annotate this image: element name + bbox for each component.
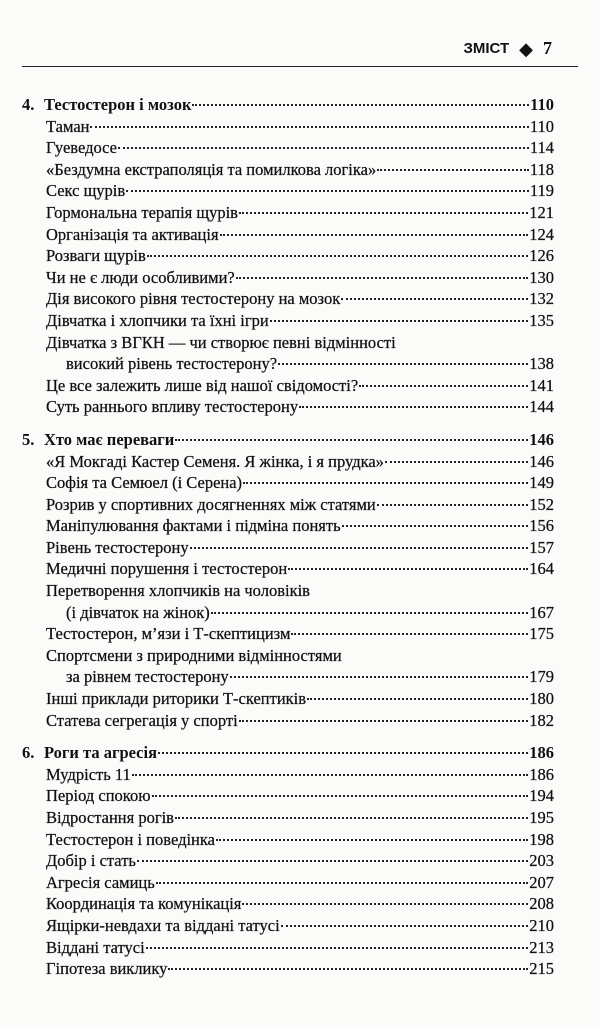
page-ref: 132 (529, 289, 554, 309)
page-ref: 210 (529, 915, 554, 935)
dot-leader (192, 104, 529, 106)
toc-entry-title: Чи не є люди особливими? (46, 267, 235, 287)
running-header (463, 38, 552, 59)
chapter-heading[interactable] (22, 429, 554, 451)
toc-entry-title: Маніпулювання фактами і підміна понять (46, 516, 341, 536)
dot-leader (281, 925, 529, 927)
dot-leader (158, 752, 528, 754)
dot-leader (385, 461, 528, 463)
toc-entry-title: Добір і стать (46, 851, 136, 871)
page-ref: 186 (529, 764, 554, 784)
page-ref: 124 (529, 224, 554, 244)
chapter-number: 4. (22, 95, 35, 114)
toc-entry[interactable] (22, 288, 554, 310)
toc-entry-title: Організація та активація (46, 224, 219, 244)
toc-entry[interactable] (22, 310, 554, 332)
page-ref: 110 (530, 95, 554, 114)
page-ref: 141 (529, 375, 554, 395)
toc-entry[interactable] (22, 807, 554, 829)
page-ref: 195 (529, 808, 554, 827)
toc-entry-title: Тестостерон і поведінка (46, 829, 215, 849)
toc-entry-line[interactable]: Спортсмени з природними відмінностями (46, 645, 342, 665)
dot-leader (243, 482, 528, 484)
toc-entry[interactable] (22, 494, 554, 516)
chapter-number: 6. (22, 743, 35, 763)
dot-leader (236, 277, 529, 279)
dot-leader (288, 568, 528, 570)
toc-entry-title: Період спокою (46, 786, 151, 806)
toc-entry[interactable] (22, 245, 554, 267)
dot-leader (299, 406, 528, 408)
toc-entry-title: Рівень тестостерону (46, 537, 189, 557)
dot-leader (216, 839, 528, 841)
toc-entry[interactable] (22, 451, 554, 473)
toc-entry[interactable] (22, 116, 554, 138)
toc-entry[interactable] (22, 937, 554, 959)
toc-entry-title: Розрив у спортивних досягненнях між статями (46, 494, 376, 514)
toc-entry[interactable] (22, 785, 554, 807)
toc-entry-title: Віддані татусі (46, 937, 145, 957)
dot-leader (230, 676, 529, 678)
dot-leader (211, 612, 528, 614)
page-ref: 207 (529, 872, 554, 892)
toc-entry-title: Статева сегрегація у спорті (46, 710, 238, 730)
toc-entry-title: Суть раннього впливу тестостерону (46, 397, 299, 417)
page-ref: 146 (529, 451, 554, 471)
page-ref: 194 (529, 786, 554, 806)
dot-leader (239, 720, 529, 722)
page-ref: 130 (529, 267, 554, 287)
toc-chapter-3 (22, 742, 554, 980)
dot-leader (168, 968, 528, 970)
toc-entry[interactable] (22, 202, 554, 224)
toc-entry[interactable] (22, 623, 554, 645)
dot-leader (175, 817, 528, 819)
toc-entry-title: Інші приклади риторики Т-скептиків (46, 689, 307, 709)
page-ref: 114 (529, 138, 554, 158)
dot-leader (137, 860, 528, 862)
dot-leader (126, 190, 529, 192)
toc-entry[interactable] (22, 872, 554, 894)
toc-chapter-2 (22, 429, 554, 731)
page-ref: 213 (529, 937, 554, 957)
toc-entry-title: за рівнем тестостерону (66, 667, 229, 687)
dot-leader (152, 795, 529, 797)
toc-entry-title: Мудрість 11 (46, 764, 131, 784)
toc-entry[interactable] (22, 558, 554, 580)
chapter-title-text: Хто має переваги (44, 429, 175, 449)
toc-entry-title: Агресія самиць (46, 872, 155, 892)
dot-leader (190, 547, 529, 549)
table-of-contents (22, 94, 554, 991)
dot-leader (377, 504, 528, 506)
toc-entry[interactable] (22, 267, 554, 289)
dot-leader (118, 147, 529, 149)
dot-leader (239, 212, 528, 214)
page-ref: 121 (529, 202, 554, 222)
toc-entry[interactable] (22, 893, 554, 915)
diamond-icon: ◆ (519, 38, 533, 59)
toc-entry-title: Таман (46, 116, 90, 136)
page-ref: 144 (529, 397, 554, 417)
page-ref: 156 (529, 516, 554, 536)
dot-leader (242, 903, 528, 905)
toc-entry-title: Секс щурів (46, 181, 126, 201)
toc-entry[interactable] (22, 472, 554, 494)
toc-entry-title: Відростання рогів (46, 808, 174, 827)
page-ref: 119 (529, 181, 554, 201)
toc-entry[interactable] (22, 915, 554, 937)
toc-entry-line[interactable]: Дівчатка з ВГКН — чи створює певні відмінності (46, 332, 396, 352)
toc-entry[interactable] (22, 850, 554, 872)
toc-entry-title: Дія високого рівня тестостерону на мозок (46, 289, 341, 309)
toc-entry-title: «Бездумна екстраполяція та помилкова логіка» (46, 159, 377, 179)
toc-entry[interactable] (22, 396, 554, 418)
toc-entry[interactable] (22, 958, 554, 980)
toc-entry-title: Тестостерон, м’язи і Т-скептицизм (46, 624, 291, 644)
page-ref: 138 (529, 354, 554, 374)
page-ref: 208 (529, 894, 554, 914)
chapter-title-text: Роги та агресія (44, 743, 158, 763)
dot-leader (278, 363, 528, 365)
page-ref: 198 (529, 829, 554, 849)
toc-entry-title: Медичні порушення і тестостерон (46, 559, 288, 579)
toc-entry[interactable] (22, 688, 554, 710)
toc-chapter-1 (22, 94, 554, 418)
dot-leader (90, 126, 528, 128)
dot-leader (377, 169, 529, 171)
toc-entry[interactable] (22, 666, 554, 688)
page-ref: 182 (529, 710, 554, 730)
chapter-title (22, 94, 191, 116)
toc-entry-line[interactable]: Перетворення хлопчиків на чоловіків (46, 581, 310, 601)
toc-entry-title: «Я Мокгаді Кастер Семеня. Я жінка, і я прудка» (46, 451, 384, 471)
toc-entry[interactable] (22, 515, 554, 537)
page-ref: 179 (529, 667, 554, 687)
toc-entry[interactable] (22, 537, 554, 559)
toc-entry[interactable] (22, 602, 554, 624)
page-ref: 164 (529, 559, 554, 579)
dot-leader (291, 633, 528, 635)
toc-entry[interactable] (22, 353, 554, 375)
dot-leader (175, 439, 528, 441)
dot-leader (146, 947, 529, 949)
toc-entry-title: високий рівень тестостерону? (66, 354, 278, 374)
page-ref: 203 (529, 851, 554, 871)
toc-entry-title: Гормональна терапія щурів (46, 202, 238, 222)
dot-leader (220, 234, 529, 236)
toc-entry[interactable] (22, 829, 554, 851)
dot-leader (132, 774, 528, 776)
page-ref: 215 (529, 959, 554, 979)
page-ref: 135 (529, 310, 554, 330)
dot-leader (270, 320, 529, 322)
chapter-heading[interactable] (22, 94, 554, 116)
chapter-title (22, 742, 157, 764)
page-ref: 186 (529, 743, 554, 763)
page-ref: 118 (529, 159, 554, 179)
page-ref: 180 (529, 689, 554, 709)
page-ref: 167 (529, 602, 554, 622)
toc-entry[interactable] (22, 159, 554, 181)
page-number: 7 (543, 38, 552, 58)
dot-leader (359, 385, 528, 387)
page-ref: 152 (529, 494, 554, 514)
toc-entry[interactable] (22, 710, 554, 732)
toc-entry-title: Координація та комунікація (46, 894, 242, 914)
dot-leader (147, 255, 529, 257)
chapter-number: 5. (22, 429, 35, 449)
chapter-heading[interactable] (22, 742, 554, 764)
chapter-title (22, 429, 174, 451)
page-ref: 126 (529, 246, 554, 266)
header-rule (22, 66, 578, 67)
dot-leader (156, 882, 528, 884)
toc-entry-title: Розваги щурів (46, 246, 146, 266)
toc-entry[interactable] (22, 180, 554, 202)
page-ref: 175 (529, 624, 554, 644)
page-ref: 157 (529, 537, 554, 557)
toc-entry-title: Дівчатка і хлопчики та їхні ігри (46, 310, 269, 330)
dot-leader (307, 698, 528, 700)
toc-entry[interactable] (22, 224, 554, 246)
toc-entry[interactable] (22, 375, 554, 397)
toc-entry-title: Гіпотеза виклику (46, 959, 168, 979)
toc-entry-title: (і дівчаток на жінок) (66, 602, 210, 622)
header-label: ЗМІСТ (463, 40, 510, 57)
toc-entry-title: Софія та Семюел (і Серена) (46, 473, 243, 493)
toc-entry-title: Гуеведосе (46, 138, 117, 158)
toc-entry[interactable] (22, 137, 554, 159)
dot-leader (341, 298, 528, 300)
page-ref: 146 (529, 429, 554, 449)
dot-leader (342, 525, 529, 527)
page-ref: 110 (529, 116, 554, 136)
toc-entry[interactable] (22, 764, 554, 786)
chapter-title-text: Тестостерон і мозок (44, 95, 192, 114)
toc-entry-title: Це все залежить лише від нашої свідомості? (46, 375, 359, 395)
toc-entry-title: Ящірки-невдахи та віддані татусі (46, 915, 280, 935)
page-ref: 149 (529, 473, 554, 493)
